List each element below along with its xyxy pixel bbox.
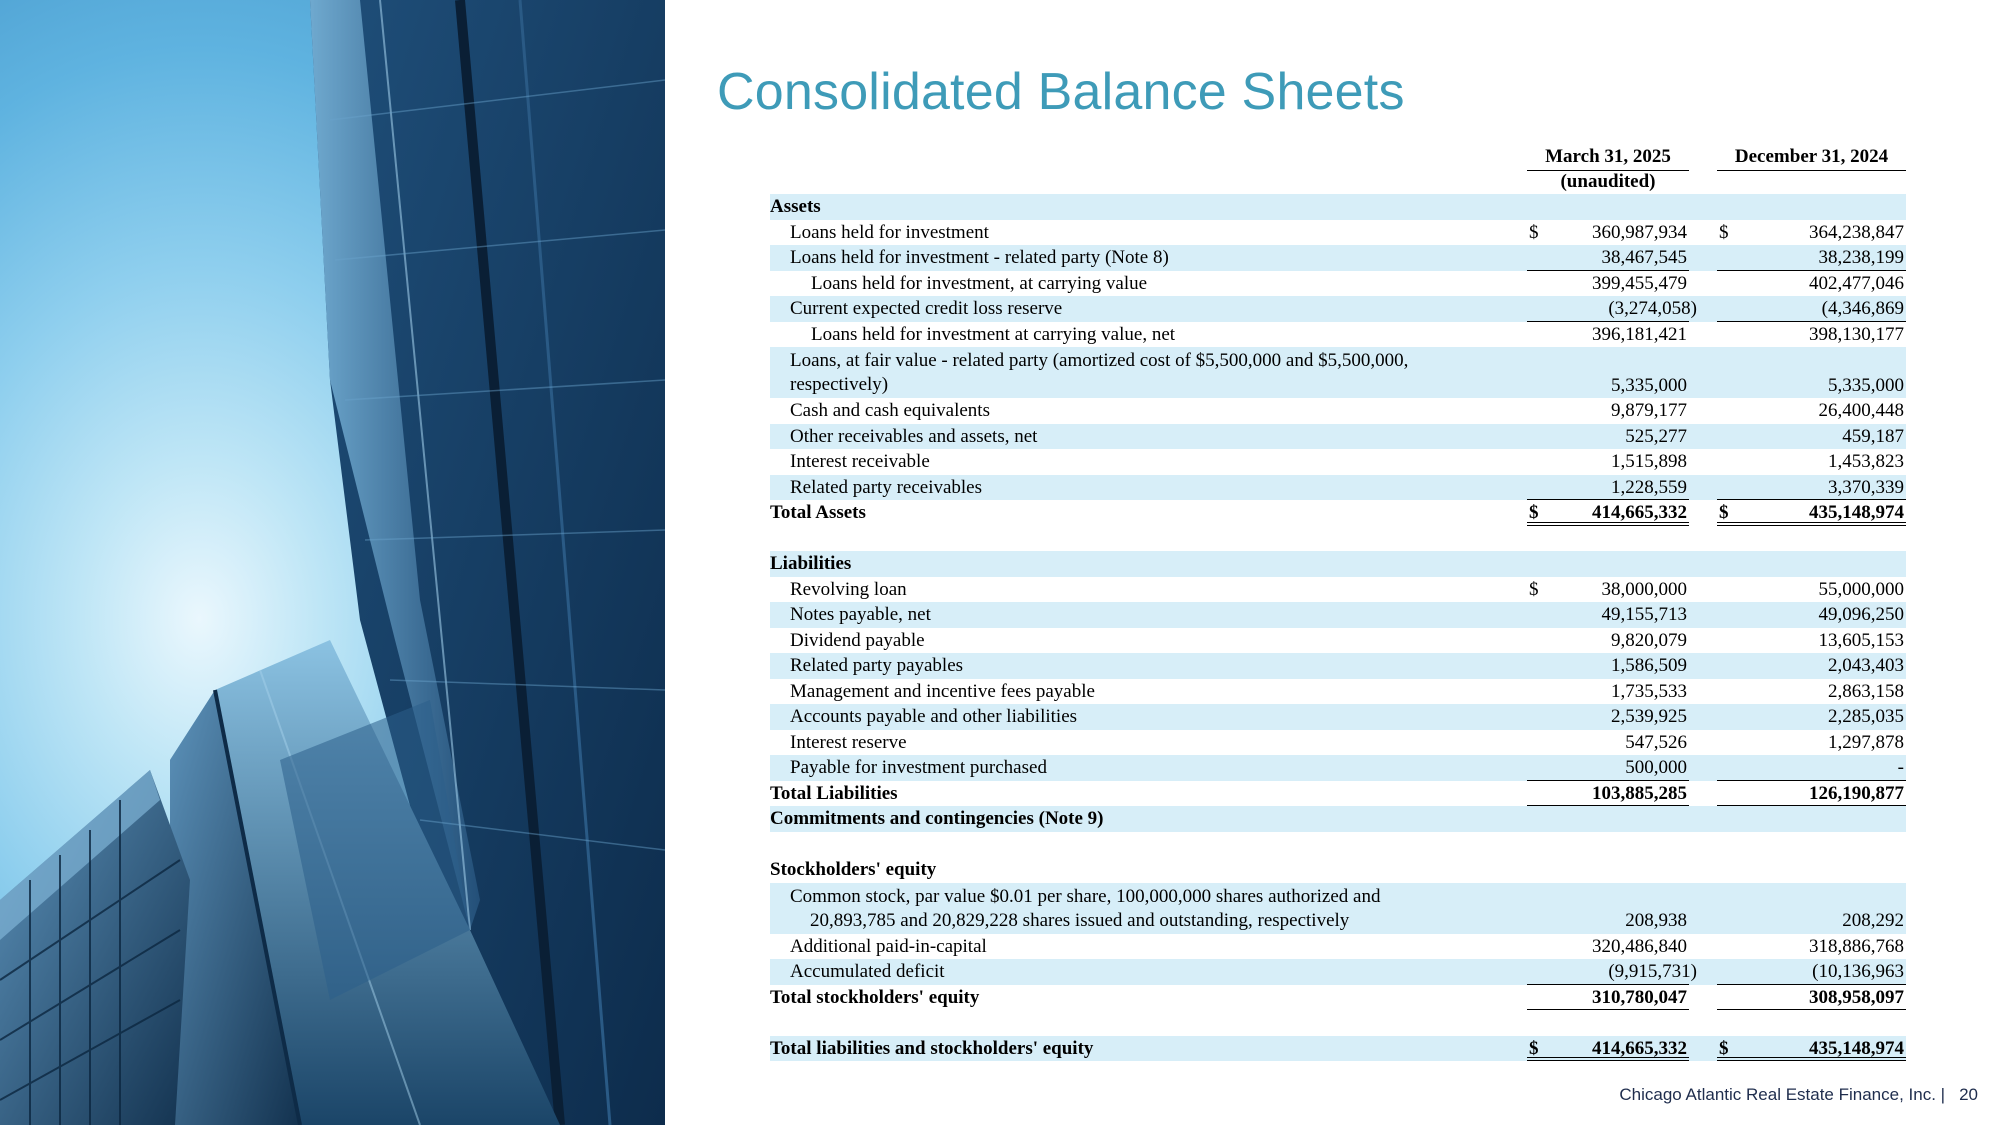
- amount: 435,148,974: [1809, 1037, 1904, 1059]
- amount: 3,370,339: [1828, 476, 1904, 498]
- table-row: [770, 704, 1906, 730]
- amount: 310,780,047: [1592, 986, 1687, 1008]
- amount: 547,526: [1625, 731, 1687, 753]
- building-photo: [0, 0, 665, 1125]
- row-label: Cash and cash equivalents: [790, 400, 990, 421]
- amount: 525,277: [1625, 425, 1687, 447]
- table-row: [770, 857, 1906, 883]
- row-label: Payable for investment purchased: [790, 757, 1047, 778]
- table-row: [770, 449, 1906, 475]
- value-march-2025: [1527, 704, 1689, 730]
- amount: 5,335,000: [1828, 374, 1904, 396]
- value-march-2025: [1527, 781, 1689, 807]
- row-label: Revolving loan: [790, 578, 907, 600]
- amount: 399,455,479: [1592, 272, 1687, 294]
- page-title: Consolidated Balance Sheets: [717, 63, 1405, 121]
- table-row: [770, 551, 1906, 577]
- amount: (4,346,869: [1821, 298, 1904, 319]
- currency-symbol: $: [1529, 1037, 1539, 1059]
- value-march-2025: [1527, 1010, 1689, 1036]
- amount: 126,190,877: [1809, 782, 1904, 804]
- column-header-december-2024: December 31, 2024: [1717, 146, 1906, 171]
- amount: 396,181,421: [1592, 323, 1687, 345]
- table-row: [770, 628, 1906, 654]
- value-december-2024: [1717, 653, 1906, 679]
- value-march-2025: [1527, 322, 1689, 348]
- amount: 49,096,250: [1818, 604, 1904, 625]
- table-row: [770, 500, 1906, 526]
- row-label: Current expected credit loss reserve: [790, 298, 1063, 319]
- amount: 1,735,533: [1611, 680, 1687, 702]
- value-march-2025: [1527, 628, 1689, 654]
- amount: (10,136,963: [1812, 961, 1904, 982]
- value-december-2024: [1717, 704, 1906, 730]
- value-december-2024: [1717, 781, 1906, 807]
- row-label: Stockholders' equity: [770, 859, 937, 880]
- amount: (3,274,058): [1608, 298, 1697, 319]
- row-label: Related party payables: [790, 655, 964, 676]
- row-label: Other receivables and assets, net: [790, 425, 1038, 447]
- value-december-2024: [1717, 551, 1906, 577]
- row-label: Loans, at fair value - related party (amortized cost of $5,500,000 and $5,500,000, respectively): [790, 350, 1409, 395]
- value-march-2025: [1527, 449, 1689, 475]
- row-label: Liabilities: [770, 553, 852, 574]
- table-row: [770, 475, 1906, 501]
- value-march-2025: [1527, 755, 1689, 781]
- value-march-2025: [1527, 500, 1689, 526]
- amount: 2,043,403: [1828, 655, 1904, 676]
- amount: 1,228,559: [1611, 476, 1687, 498]
- currency-symbol: $: [1719, 502, 1729, 523]
- value-march-2025: [1527, 398, 1689, 424]
- amount: 320,486,840: [1592, 935, 1687, 957]
- value-march-2025: [1527, 577, 1689, 603]
- footer: [1619, 1085, 1978, 1105]
- value-december-2024: [1717, 245, 1906, 271]
- value-march-2025: [1527, 296, 1697, 322]
- table-row: [770, 781, 1906, 807]
- amount: 318,886,768: [1809, 935, 1904, 957]
- amount: 26,400,448: [1818, 400, 1904, 421]
- value-december-2024: [1717, 755, 1906, 781]
- balance-sheet-table: [770, 142, 1906, 1061]
- row-label: Commitments and contingencies (Note 9): [770, 808, 1104, 829]
- value-december-2024: [1717, 628, 1906, 654]
- value-march-2025: [1527, 424, 1689, 450]
- amount: 38,000,000: [1601, 578, 1687, 600]
- currency-symbol: $: [1719, 1037, 1729, 1059]
- table-row: [770, 730, 1906, 756]
- amount: 1,453,823: [1828, 451, 1904, 472]
- value-march-2025: [1527, 220, 1689, 246]
- value-december-2024: [1717, 985, 1906, 1011]
- value-march-2025: [1527, 526, 1689, 552]
- value-march-2025: [1527, 679, 1689, 705]
- value-december-2024: [1717, 322, 1906, 348]
- amount: 459,187: [1842, 425, 1904, 447]
- row-label: Accumulated deficit: [790, 961, 945, 982]
- table-row: [770, 398, 1906, 424]
- value-december-2024: [1717, 1036, 1906, 1062]
- amount: 9,820,079: [1611, 629, 1687, 651]
- row-label-line2: 20,893,785 and 20,829,228 shares issued and outstanding, respectively: [810, 909, 1350, 931]
- value-march-2025: [1527, 271, 1689, 297]
- amount: 38,238,199: [1818, 247, 1904, 268]
- footer-company: Chicago Atlantic Real Estate Finance, Inc. |: [1619, 1085, 1946, 1104]
- currency-symbol: $: [1529, 502, 1539, 523]
- currency-symbol: $: [1719, 221, 1729, 243]
- page-number: 20: [1959, 1085, 1978, 1104]
- value-december-2024: [1717, 679, 1906, 705]
- row-label: Total liabilities and stockholders' equity: [770, 1037, 1094, 1059]
- value-december-2024: [1717, 373, 1906, 399]
- amount: 2,285,035: [1828, 706, 1904, 727]
- value-march-2025: [1527, 1036, 1689, 1062]
- value-december-2024: [1717, 449, 1906, 475]
- amount: 5,335,000: [1611, 374, 1687, 396]
- amount: 13,605,153: [1818, 629, 1904, 651]
- row-label: Total stockholders' equity: [770, 986, 980, 1008]
- row-label: Dividend payable: [790, 629, 925, 651]
- currency-symbol: $: [1529, 578, 1539, 600]
- table-row: [770, 322, 1906, 348]
- table-row: [770, 271, 1906, 297]
- table-row: [770, 1036, 1906, 1062]
- table-row: [770, 526, 1906, 552]
- value-march-2025: [1527, 602, 1689, 628]
- table-row: [770, 755, 1906, 781]
- value-march-2025: [1527, 245, 1689, 271]
- row-label: Loans held for investment, at carrying value: [811, 272, 1148, 294]
- table-row: [770, 679, 1906, 705]
- amount: 49,155,713: [1601, 604, 1687, 625]
- row-label: Related party receivables: [790, 476, 983, 498]
- value-march-2025: [1527, 730, 1689, 756]
- amount: 38,467,545: [1601, 247, 1687, 268]
- row-label: Loans held for investment - related party (Note 8): [790, 247, 1169, 268]
- value-december-2024: [1717, 1010, 1906, 1036]
- amount: 414,665,332: [1592, 1037, 1687, 1059]
- value-december-2024: [1717, 424, 1906, 450]
- row-label: Additional paid-in-capital: [790, 935, 987, 957]
- row-label: Interest receivable: [790, 451, 930, 472]
- row-label: Loans held for investment at carrying value, net: [811, 323, 1176, 345]
- row-label: Management and incentive fees payable: [790, 680, 1095, 702]
- value-march-2025: [1527, 373, 1689, 399]
- value-december-2024: [1717, 730, 1906, 756]
- amount: 1,515,898: [1611, 451, 1687, 472]
- value-december-2024: [1717, 857, 1906, 883]
- row-label: Loans held for investment: [790, 221, 989, 243]
- amount: 208,292: [1842, 910, 1904, 931]
- value-december-2024: [1717, 500, 1906, 526]
- table-row: [770, 424, 1906, 450]
- amount: -: [1897, 757, 1904, 778]
- row-label: Interest reserve: [790, 731, 907, 753]
- amount: 1,297,878: [1828, 731, 1904, 753]
- table-row: [770, 832, 1906, 858]
- skyscraper-illustration: [0, 0, 665, 1125]
- value-december-2024: [1717, 832, 1906, 858]
- value-december-2024: [1717, 934, 1906, 960]
- value-december-2024: [1717, 475, 1906, 501]
- amount: 1,586,509: [1611, 655, 1687, 676]
- value-march-2025: [1527, 475, 1689, 501]
- table-row: [770, 959, 1906, 985]
- amount: 103,885,285: [1592, 782, 1687, 804]
- value-march-2025: [1527, 934, 1689, 960]
- amount: 414,665,332: [1592, 502, 1687, 523]
- row-label: [770, 885, 1490, 933]
- amount: 500,000: [1625, 757, 1687, 778]
- value-march-2025: [1527, 985, 1689, 1011]
- row-label: Total Liabilities: [770, 782, 898, 804]
- table-row: [770, 347, 1906, 398]
- value-march-2025: [1527, 959, 1697, 985]
- amount: 435,148,974: [1809, 502, 1904, 523]
- table-row: [770, 194, 1906, 220]
- amount: 9,879,177: [1611, 400, 1687, 421]
- table-row: [770, 653, 1906, 679]
- value-march-2025: [1527, 551, 1689, 577]
- table-row: [770, 245, 1906, 271]
- amount: 402,477,046: [1809, 272, 1904, 294]
- value-december-2024: [1717, 398, 1906, 424]
- value-december-2024: [1717, 908, 1906, 934]
- amount: (9,915,731): [1608, 961, 1697, 982]
- value-december-2024: [1717, 806, 1906, 832]
- table-row: [770, 220, 1906, 246]
- value-december-2024: [1717, 577, 1906, 603]
- value-march-2025: [1527, 908, 1689, 934]
- value-march-2025: [1527, 857, 1689, 883]
- value-december-2024: [1717, 526, 1906, 552]
- value-december-2024: [1717, 220, 1906, 246]
- table-row: [770, 296, 1906, 322]
- currency-symbol: $: [1529, 221, 1539, 243]
- row-label: Assets: [770, 196, 821, 217]
- table-row: [770, 883, 1906, 934]
- table-row: [770, 602, 1906, 628]
- amount: 2,863,158: [1828, 680, 1904, 702]
- value-december-2024: [1717, 194, 1906, 220]
- table-row: [770, 934, 1906, 960]
- column-subheader-unaudited: (unaudited): [1560, 171, 1656, 192]
- table-row: [770, 577, 1906, 603]
- amount: 398,130,177: [1809, 323, 1904, 345]
- amount: 2,539,925: [1611, 706, 1687, 727]
- row-label-line1: Common stock, par value $0.01 per share, 100,000,000 shares authorized and: [790, 885, 1381, 907]
- value-december-2024: [1717, 271, 1906, 297]
- amount: 208,938: [1625, 910, 1687, 931]
- row-label: Total Assets: [770, 502, 866, 523]
- amount: 55,000,000: [1818, 578, 1904, 600]
- value-december-2024: [1717, 602, 1906, 628]
- amount: 308,958,097: [1809, 986, 1904, 1008]
- column-header-march-2025: March 31, 2025: [1527, 146, 1689, 171]
- value-march-2025: [1527, 832, 1689, 858]
- amount: 360,987,934: [1592, 221, 1687, 243]
- value-march-2025: [1527, 653, 1689, 679]
- table-header: [770, 142, 1906, 194]
- row-label: Notes payable, net: [790, 604, 931, 625]
- value-december-2024: [1717, 959, 1906, 985]
- value-march-2025: [1527, 806, 1689, 832]
- table-row: [770, 985, 1906, 1011]
- table-row: [770, 806, 1906, 832]
- table-row: [770, 1010, 1906, 1036]
- row-label: Accounts payable and other liabilities: [790, 706, 1078, 727]
- value-march-2025: [1527, 194, 1689, 220]
- value-december-2024: [1717, 296, 1906, 322]
- amount: 364,238,847: [1809, 221, 1904, 243]
